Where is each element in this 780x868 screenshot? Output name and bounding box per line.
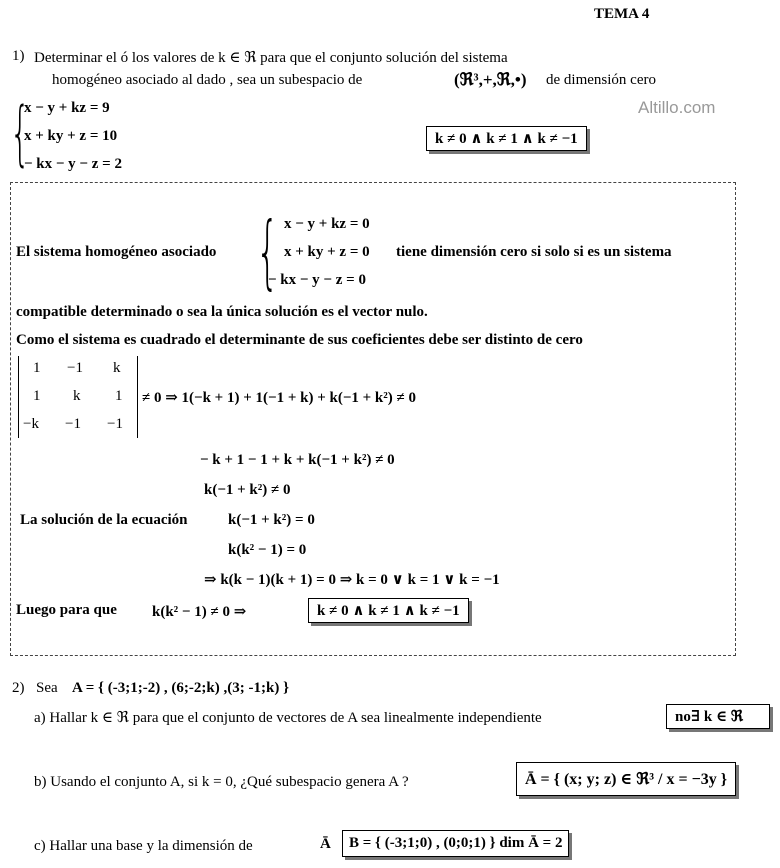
system-brace: {: [10, 92, 31, 174]
q2-intro: Sea: [36, 680, 58, 696]
step-2: k(−1 + k²) ≠ 0: [204, 482, 291, 498]
system-eq-2: x + ky + z = 10: [24, 128, 118, 144]
final-equation: k(k² − 1) ≠ 0 ⇒: [152, 604, 247, 620]
det-expansion: ≠ 0 ⇒ 1(−k + 1) + 1(−1 + k) + k(−1 + k²) ≠ 0: [142, 390, 416, 406]
q2b-answer-box: Ā = { (x; y; z) ∈ ℜ³ / x = −3y }: [516, 762, 736, 796]
solution-line3: Como el sistema es cuadrado el determinante de sus coeficientes debe ser distinto de cero: [16, 332, 583, 348]
equation: k(−1 + k²) = 0: [228, 512, 315, 528]
step-1: − k + 1 − 1 + k + k(−1 + k²) ≠ 0: [200, 452, 395, 468]
matrix-cell: k: [73, 388, 81, 404]
q2-number: 2): [12, 680, 25, 696]
q1-statement-line1: Determinar el ó los valores de k ∈ ℜ para que el conjunto solución del sistema: [34, 50, 508, 66]
matrix-cell: −k: [23, 416, 39, 432]
matrix-cell: −1: [107, 416, 123, 432]
solution-intro: El sistema homogéneo asociado: [16, 244, 217, 260]
equation-2: k(k² − 1) = 0: [228, 542, 307, 558]
q2c-text: c) Hallar una base y la dimensión de: [34, 838, 253, 854]
final-label: Luego para que: [16, 602, 117, 618]
q2c-symbol: Ā: [320, 836, 331, 852]
matrix-cell: 1: [115, 388, 123, 404]
q2b-text: b) Usando el conjunto A, si k = 0, ¿Qué subespacio genera A ?: [34, 774, 409, 790]
q1-number: 1): [12, 48, 25, 64]
equation-3: ⇒ k(k − 1)(k + 1) = 0 ⇒ k = 0 ∨ k = 1 ∨ k = −1: [204, 572, 500, 588]
hsystem-eq-1: x − y + kz = 0: [284, 216, 370, 232]
system-eq-3: − kx − y − z = 2: [24, 156, 122, 172]
dimension-text: tiene dimensión cero si solo si es un sistema: [396, 244, 672, 260]
solution-line2: compatible determinado o sea la única solución es el vector nulo.: [16, 304, 428, 320]
watermark: Altillo.com: [638, 98, 716, 117]
matrix-cell: 1: [33, 388, 41, 404]
matrix-cell: −1: [67, 360, 83, 376]
q1-statement-line2: homogéneo asociado al dado , sea un subespacio de: [52, 72, 363, 88]
matrix-cell: k: [113, 360, 121, 376]
matrix-cell: 1: [33, 360, 41, 376]
q2a-text: a) Hallar k ∈ ℜ para que el conjunto de vectores de A sea linealmente independiente: [34, 710, 542, 726]
hsystem-eq-3: − kx − y − z = 0: [268, 272, 366, 288]
system-eq-1: x − y + kz = 9: [24, 100, 110, 116]
equation-label: La solución de la ecuación: [20, 512, 188, 528]
final-answer-box: k ≠ 0 ∧ k ≠ 1 ∧ k ≠ −1: [308, 598, 469, 623]
q1-vector-space: (ℜ³,+,ℜ,•): [454, 70, 527, 89]
q2-set: A = { (-3;1;-2) , (6;-2;k) ,(3; -1;k) }: [72, 680, 289, 696]
q1-answer-box: k ≠ 0 ∧ k ≠ 1 ∧ k ≠ −1: [426, 126, 587, 151]
hsystem-eq-2: x + ky + z = 0: [284, 244, 370, 260]
hsystem-brace: {: [256, 205, 279, 298]
q2a-answer-box: no∃ k ∈ ℜ: [666, 704, 770, 729]
determinant-matrix: [18, 356, 138, 438]
page-title: TEMA 4: [594, 6, 650, 22]
q1-statement-end: de dimensión cero: [546, 72, 656, 88]
q2c-answer-box: B = { (-3;1;0) , (0;0;1) } dim Ā = 2: [342, 830, 569, 857]
matrix-cell: −1: [65, 416, 81, 432]
